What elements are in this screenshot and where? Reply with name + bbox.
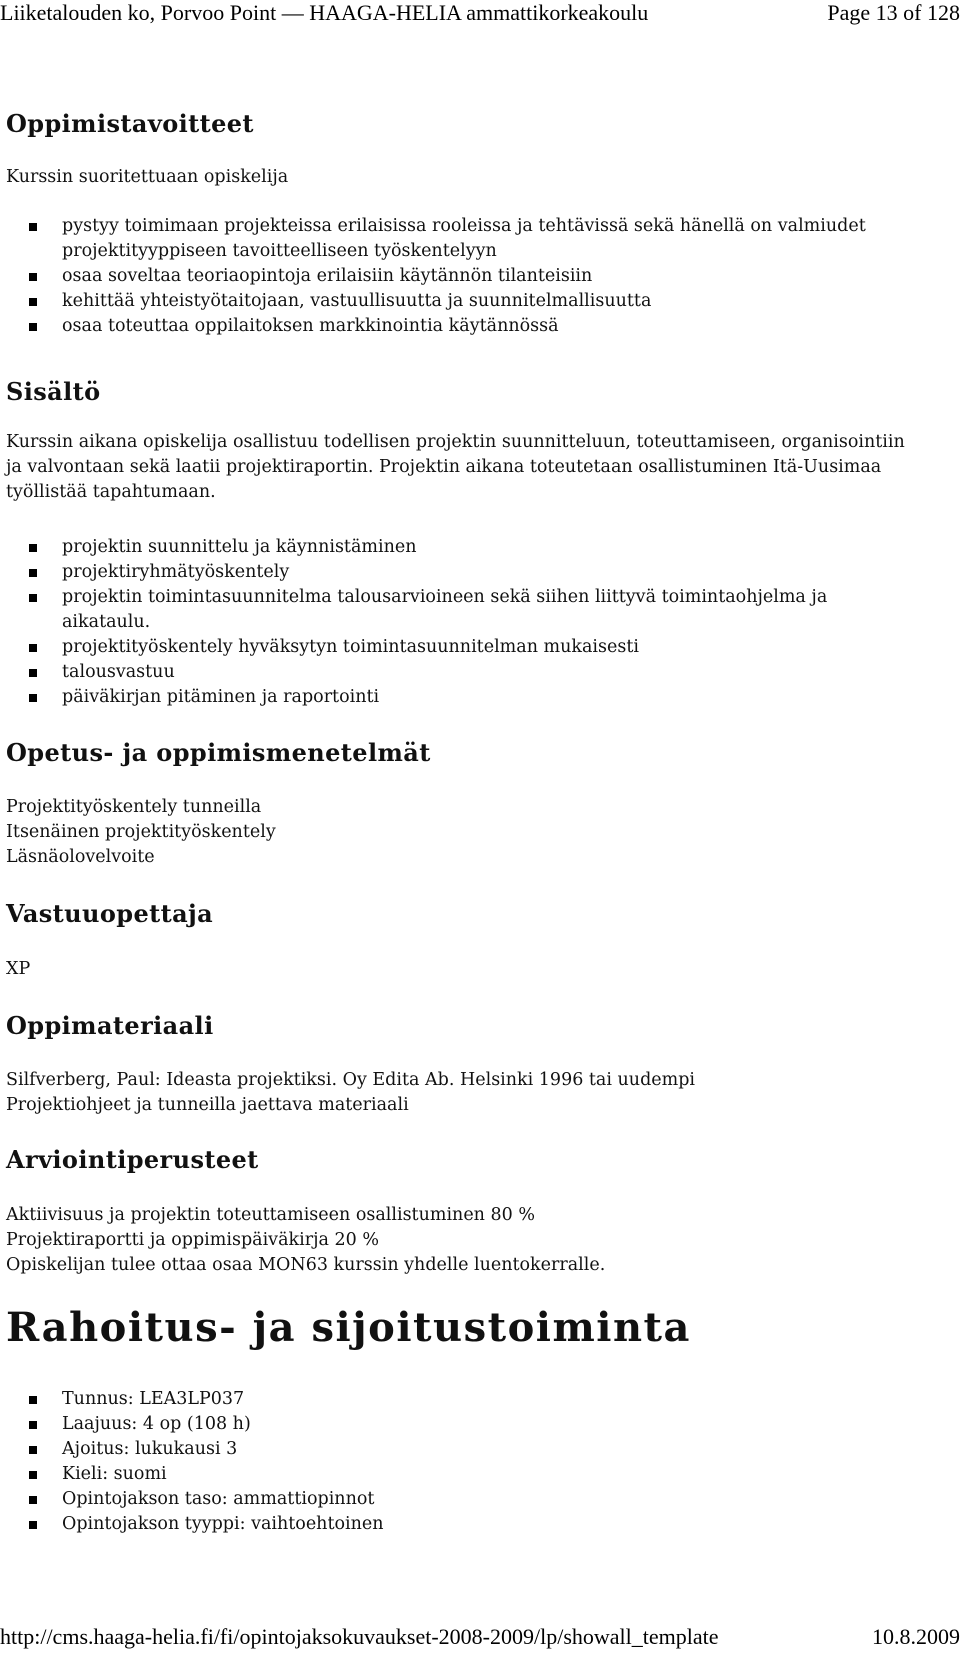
bullet-icon [29, 694, 37, 702]
list-item: päiväkirjan pitäminen ja raportointi [6, 685, 916, 710]
list-item: projektityöskentely hyväksytyn toimintasuunnitelman mukaisesti [6, 635, 916, 660]
list-item: Opintojakson tyyppi: vaihtoehtoinen [6, 1512, 916, 1537]
bullet-icon [29, 1421, 37, 1429]
text-line: Projektiraportti ja oppimispäiväkirja 20 % [6, 1230, 379, 1250]
heading-oppimistavoitteet: Oppimistavoitteet [6, 109, 254, 138]
bullet-icon [29, 644, 37, 652]
bullet-icon [29, 323, 37, 331]
list-item: talousvastuu [6, 660, 916, 685]
text-line: Itsenäinen projektityöskentely [6, 822, 276, 842]
document-title: Liiketalouden ko, Porvoo Point — HAAGA-HELIA ammattikorkeakoulu [0, 0, 649, 25]
heading-oppimateriaali: Oppimateriaali [6, 1011, 214, 1040]
footer-url: http://cms.haaga-helia.fi/fi/opintojaksokuvaukset-2008-2009/lp/showall_template [0, 1624, 719, 1649]
sisalto-list [6, 535, 916, 710]
footer-date: 10.8.2009 [872, 1624, 960, 1649]
bullet-icon [29, 1446, 37, 1454]
course-title: Rahoitus- ja sijoitustoiminta [6, 1304, 691, 1351]
sisalto-paragraph: Kurssin aikana opiskelija osallistuu todellisen projektin suunnitteluun, toteuttamiseen, organisointiin ja valvontaan sekä laatii projektiraportin. Projektin aikana toteutetaan osallistuminen Itä-Uusimaa työllistää tapahtumaan. [6, 432, 905, 502]
bullet-icon [29, 273, 37, 281]
bullet-icon [29, 223, 37, 231]
bullet-icon [29, 298, 37, 306]
list-item: Opintojakson taso: ammattiopinnot [6, 1487, 916, 1512]
page-header [0, 0, 960, 30]
oppimistavoitteet-list [6, 214, 916, 339]
list-item: pystyy toimimaan projekteissa erilaisissa rooleissa ja tehtävissä sekä hänellä on valmiudet projektityyppiseen tavoitteelliseen työskentelyyn [6, 214, 916, 264]
heading-sisalto: Sisältö [6, 377, 101, 406]
list-item: projektin toimintasuunnitelma talousarvioineen sekä siihen liittyvä toimintaohjelma ja aikataulu. [6, 585, 916, 635]
list-item: Ajoitus: lukukausi 3 [6, 1437, 916, 1462]
oppimateriaali-lines [6, 1068, 695, 1118]
vastuuopettaja-value: XP [6, 959, 31, 979]
oppimistavoitteet-intro: Kurssin suoritettuaan opiskelija [6, 167, 289, 187]
heading-vastuuopettaja: Vastuuopettaja [6, 899, 214, 928]
bullet-icon [29, 1521, 37, 1529]
bullet-icon [29, 1396, 37, 1404]
list-item: projektin suunnittelu ja käynnistäminen [6, 535, 916, 560]
list-item: kehittää yhteistyötaitojaan, vastuullisuutta ja suunnitelmallisuutta [6, 289, 916, 314]
list-item: osaa toteuttaa oppilaitoksen markkinointia käytännössä [6, 314, 916, 339]
page-number: Page 13 of 128 [827, 0, 960, 25]
list-item: Kieli: suomi [6, 1462, 916, 1487]
bullet-icon [29, 569, 37, 577]
text-line: Silfverberg, Paul: Ideasta projektiksi. Oy Edita Ab. Helsinki 1996 tai uudempi [6, 1070, 696, 1090]
bullet-icon [29, 1496, 37, 1504]
page-footer [0, 1624, 960, 1654]
text-line: Läsnäolovelvoite [6, 847, 155, 867]
bullet-icon [29, 594, 37, 602]
text-line: Opiskelijan tulee ottaa osaa MON63 kurssin yhdelle luentokerralle. [6, 1255, 606, 1275]
heading-opetus: Opetus- ja oppimismenetelmät [6, 738, 431, 767]
text-line: Projektiohjeet ja tunneilla jaettava materiaali [6, 1095, 409, 1115]
list-item: Laajuus: 4 op (108 h) [6, 1412, 916, 1437]
text-line: Projektityöskentely tunneilla [6, 797, 262, 817]
opetus-lines [6, 795, 276, 870]
heading-arviointiperusteet: Arviointiperusteet [6, 1145, 259, 1174]
course-info-list [6, 1387, 916, 1537]
list-item: projektiryhmätyöskentely [6, 560, 916, 585]
text-line: Aktiivisuus ja projektin toteuttamiseen osallistuminen 80 % [6, 1205, 535, 1225]
bullet-icon [29, 1471, 37, 1479]
arviointi-lines [6, 1203, 605, 1278]
bullet-icon [29, 669, 37, 677]
bullet-icon [29, 544, 37, 552]
list-item: Tunnus: LEA3LP037 [6, 1387, 916, 1412]
list-item: osaa soveltaa teoriaopintoja erilaisiin käytännön tilanteisiin [6, 264, 916, 289]
